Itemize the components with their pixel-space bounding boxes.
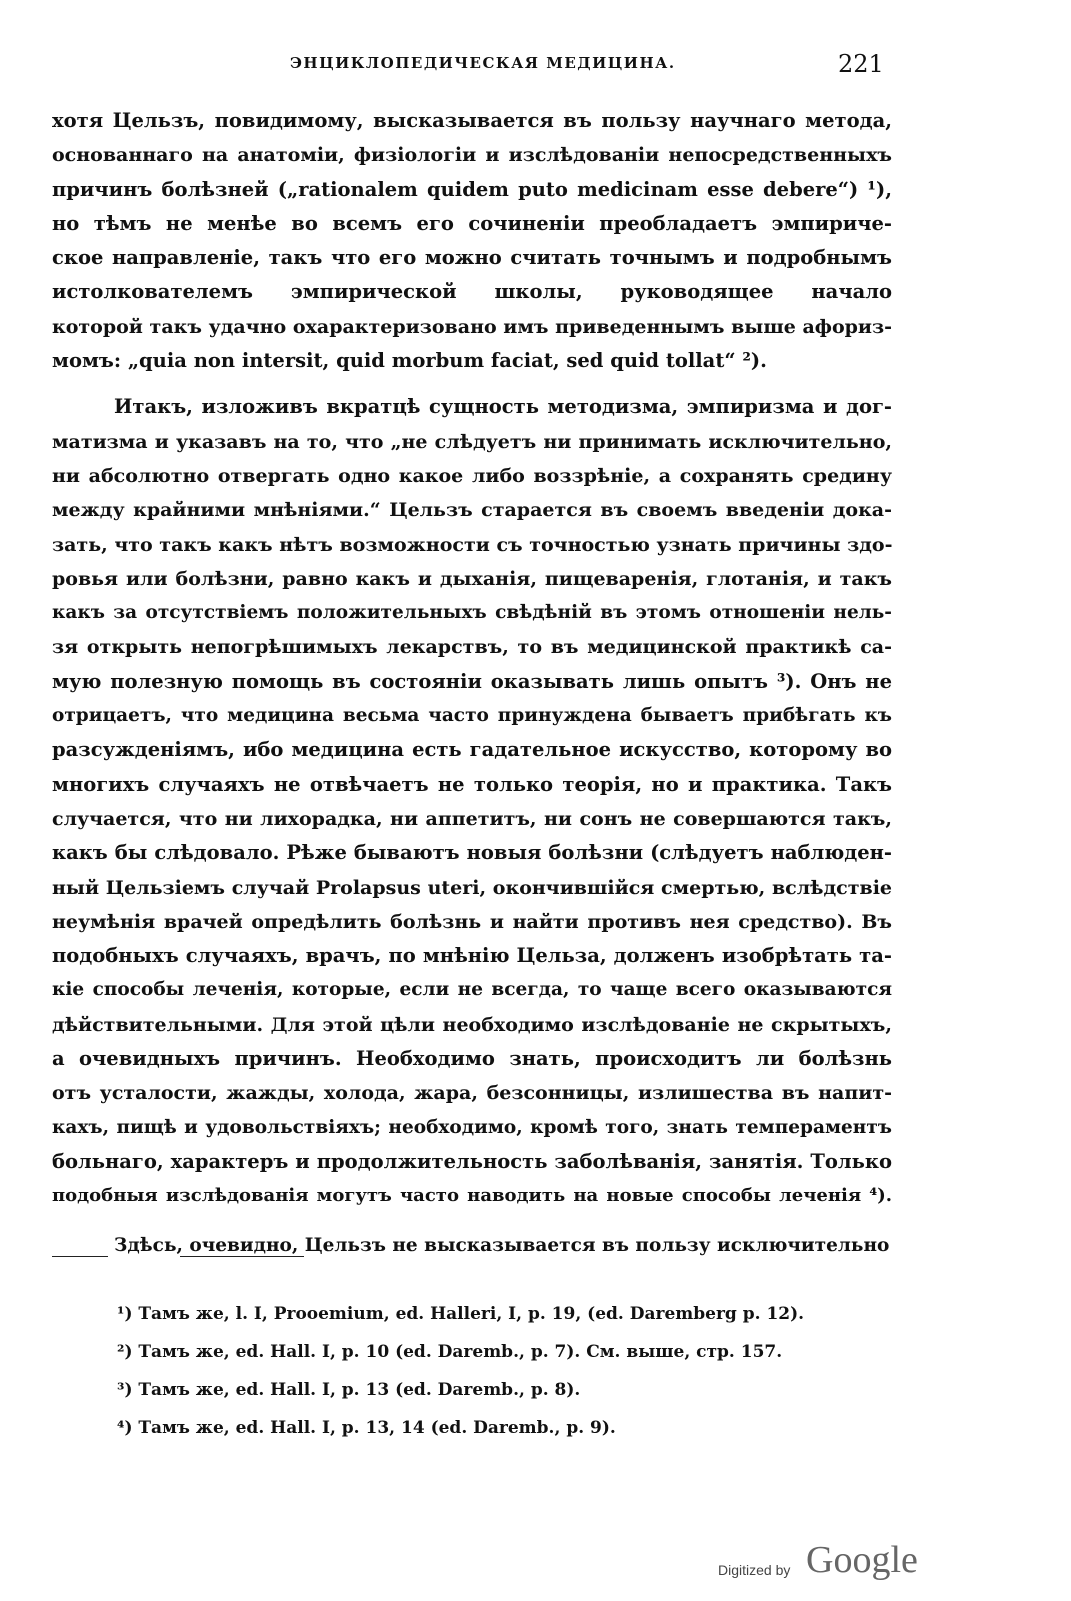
footnote: ⁴) Тамъ же, ed. Hall. I, p. 13, 14 (ed. Daremb., p. 9). bbox=[117, 1418, 616, 1438]
text-line: какъ бы слѣдовало. Рѣже бываютъ новыя болѣзни (слѣдуетъ наблюден- bbox=[52, 841, 892, 865]
footnote: ³) Тамъ же, ed. Hall. I, p. 13 (ed. Daremb., p. 8). bbox=[117, 1380, 581, 1400]
text-line: неумѣнія врачей опредѣлить болѣзнь и найти противъ нея средство). Въ bbox=[52, 910, 892, 933]
text-line: между крайними мнѣніями.“ Цельзъ старается въ своемъ введеніи дока- bbox=[52, 499, 892, 522]
text-line: Итакъ, изложивъ вкратцѣ сущность методизма, эмпиризма и дог- bbox=[114, 395, 892, 419]
text-line: истолкователемъ эмпирической школы, руководящее начало bbox=[52, 280, 892, 304]
text-line: отрицаетъ, что медицина весьма часто принуждена бываетъ прибѣгать къ bbox=[52, 705, 892, 727]
footnotes bbox=[117, 1295, 917, 1447]
text-line: отъ усталости, жажды, холода, жара, безсонницы, излишества въ напит- bbox=[52, 1082, 892, 1105]
text-line: момъ: „quia non intersit, quid morbum faciat, sed quid tollat“ ²). bbox=[52, 349, 767, 373]
body-text bbox=[52, 104, 892, 1263]
text-line: случается, что ни лихорадка, ни аппетитъ, ни сонъ не совершаются такъ, bbox=[52, 807, 892, 830]
google-logo: Google bbox=[806, 1539, 918, 1581]
footnote-rule bbox=[180, 1256, 304, 1257]
text-line: кіе способы леченія, которые, если не всегда, то чаще всего оказываются bbox=[52, 979, 892, 1001]
text-line: подобныхъ случаяхъ, врачъ, по мнѣнію Цельза, долженъ изобрѣтать та- bbox=[52, 944, 892, 968]
page-header bbox=[0, 50, 1071, 80]
text-line: какъ за отсутствіемъ положительныхъ свѣдѣній въ этомъ отношеніи нель- bbox=[52, 602, 892, 624]
text-line: Здѣсь, очевидно, Цельзъ не высказывается въ пользу исключительно bbox=[114, 1234, 890, 1256]
footnote: ¹) Тамъ же, l. I, Prooemium, ed. Halleri, I, p. 19, (ed. Daremberg p. 12). bbox=[117, 1304, 805, 1324]
text-line: ровья или болѣзни, равно какъ и дыханія, пищеваренія, глотанія, и такъ bbox=[52, 567, 892, 590]
footnote-rule-short bbox=[52, 1256, 108, 1257]
text-line: основаннаго на анатоміи, физіологіи и изслѣдованіи непосредственныхъ bbox=[52, 144, 892, 167]
text-line: больнаго, характеръ и продолжительность заболѣванія, занятія. Только bbox=[52, 1149, 892, 1173]
text-line: зя открыть непогрѣшимыхъ лекарствъ, то въ медицинской практикѣ са- bbox=[52, 636, 892, 659]
running-title: ЭНЦИКЛОПЕДИЧЕСКАЯ МЕДИЦИНА. bbox=[290, 54, 676, 72]
text-line: а очевидныхъ причинъ. Необходимо знать, происходитъ ли болѣзнь bbox=[52, 1047, 892, 1071]
footnote: ²) Тамъ же, ed. Hall. I, p. 10 (ed. Daremb., p. 7). См. выше, стр. 157. bbox=[117, 1342, 783, 1362]
text-line: подобныя изслѣдованія могутъ часто наводить на новые способы леченія ⁴). bbox=[52, 1185, 892, 1207]
text-line: но тѣмъ не менѣе во всемъ его сочиненіи преобладаетъ эмпириче- bbox=[52, 211, 892, 235]
text-line: зать, что такъ какъ нѣтъ возможности съ точностью узнать причины здо- bbox=[52, 533, 892, 556]
page-number: 221 bbox=[838, 50, 884, 78]
text-line: ный Цельзіемъ случай Prolapsus uteri, окончившійся смертью, вслѣдствіе bbox=[52, 876, 892, 899]
text-line: дѣйствительными. Для этой цѣли необходимо изслѣдованіе не скрытыхъ, bbox=[52, 1013, 892, 1036]
text-line: кахъ, пищѣ и удовольствіяхъ; необходимо, кромѣ того, знать темпераментъ bbox=[52, 1116, 892, 1138]
text-line: разсужденіямъ, ибо медицина есть гадательное искусство, которому во bbox=[52, 738, 892, 762]
text-line: хотя Цельзъ, повидимому, высказывается въ пользу научнаго метода, bbox=[52, 109, 892, 132]
text-line: матизма и указавъ на то, что „не слѣдуетъ ни принимать исключительно, bbox=[52, 430, 892, 453]
text-line: ни абсолютно отвергать одно какое либо воззрѣніе, а сохранять средину bbox=[52, 464, 892, 487]
text-line: которой такъ удачно охарактеризовано имъ приведеннымъ выше афориз- bbox=[52, 315, 892, 338]
text-line: многихъ случаяхъ не отвѣчаетъ не только теорія, но и практика. Такъ bbox=[52, 772, 892, 796]
text-line: ское направленіе, такъ что его можно считать точнымъ и подробнымъ bbox=[52, 246, 892, 270]
watermark-prefix: Digitized by bbox=[718, 1562, 791, 1578]
text-line: мую полезную помощь въ состояніи оказывать лишь опытъ ³). Онъ не bbox=[52, 669, 892, 693]
text-line: причинъ болѣзней („rationalem quidem puto medicinam esse debere“) ¹), bbox=[52, 177, 892, 201]
